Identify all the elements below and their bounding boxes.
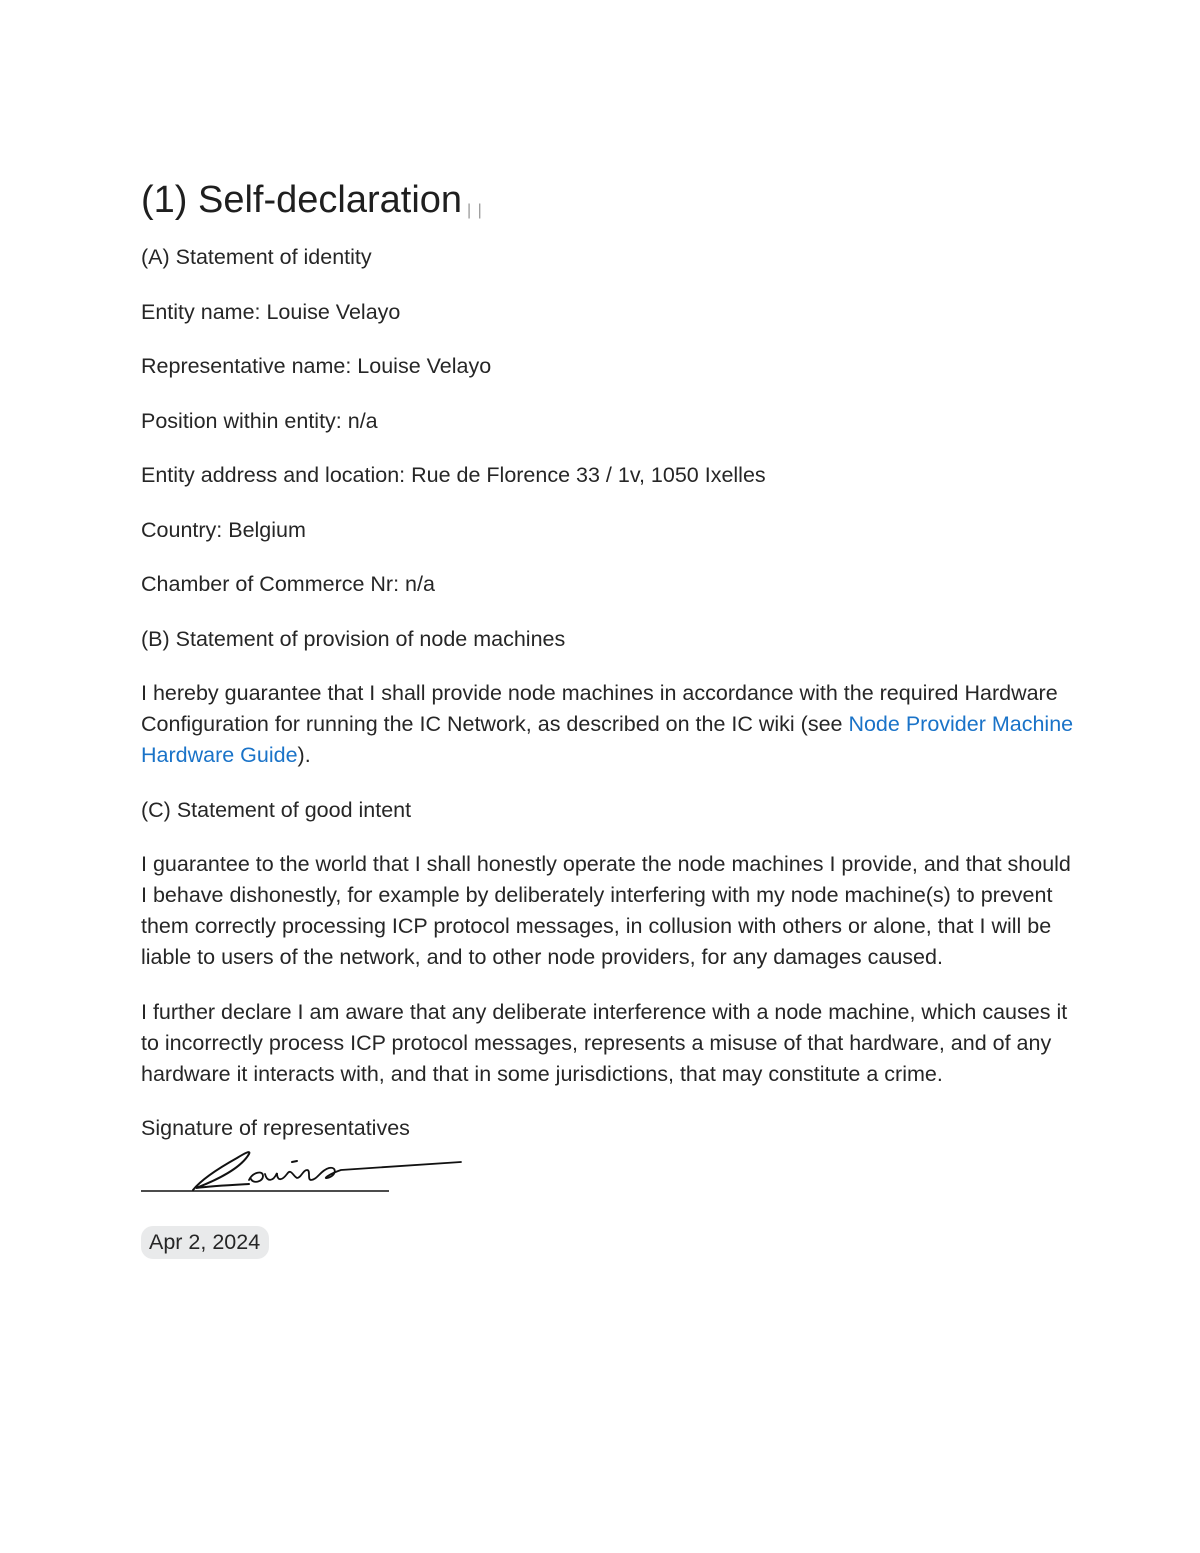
section-c-heading: (C) Statement of good intent [141,797,412,822]
section-b-paragraph [141,678,1081,771]
country: Country: Belgium [141,517,306,542]
chamber-of-commerce: Chamber of Commerce Nr: n/a [141,572,435,596]
handwritten-signature [141,1140,471,1200]
section-b-text-start: I hereby guarantee that I shall provide node machines in accordance with the required Hardware Configuration for running the IC Network, as described on the IC wiki (see [141,681,1058,736]
section-c-paragraph-2: I further declare I am aware that any deliberate interference with a node machine, which causes it to incorrectly process ICP protocol messages, represents a misuse of that hardware, and of any hardware it interacts with, and that in some jurisdictions, that may constitute a crime. [141,999,1068,1086]
signature-label: Signature of representatives [141,1116,410,1140]
document-page [141,170,1081,1259]
document-title: (1) Self-declaration [141,179,463,221]
section-b-text-end: ). [297,743,311,767]
entity-address: Entity address and location: Rue de Florence 33 / 1v, 1050 Ixelles [141,463,766,487]
section-c-paragraph-1: I guarantee to the world that I shall honestly operate the node machines I provide, and that should I behave dishonestly, for example by deliberately interfering with my node machine(s) to prevent them correctly processing ICP protocol messages, in collusion with others or alone, that I will be liable to users of the network, and to other node providers, for any damages caused. [141,852,1071,969]
title-row [141,170,1081,226]
representative-name: Representative name: Louise Velayo [141,354,492,378]
title-cursor-marks: | | [467,202,483,219]
hardware-guide-link[interactable]: Node Provider Machine Hardware Guide [141,712,1074,767]
signature-image [141,1140,471,1200]
entity-name: Entity name: Louise Velayo [141,299,401,324]
position-within-entity: Position within entity: n/a [141,408,378,433]
section-b-heading: (B) Statement of provision of node machines [141,626,566,651]
date-chip[interactable]: Apr 2, 2024 [141,1226,269,1259]
section-a-heading: (A) Statement of identity [141,245,372,269]
